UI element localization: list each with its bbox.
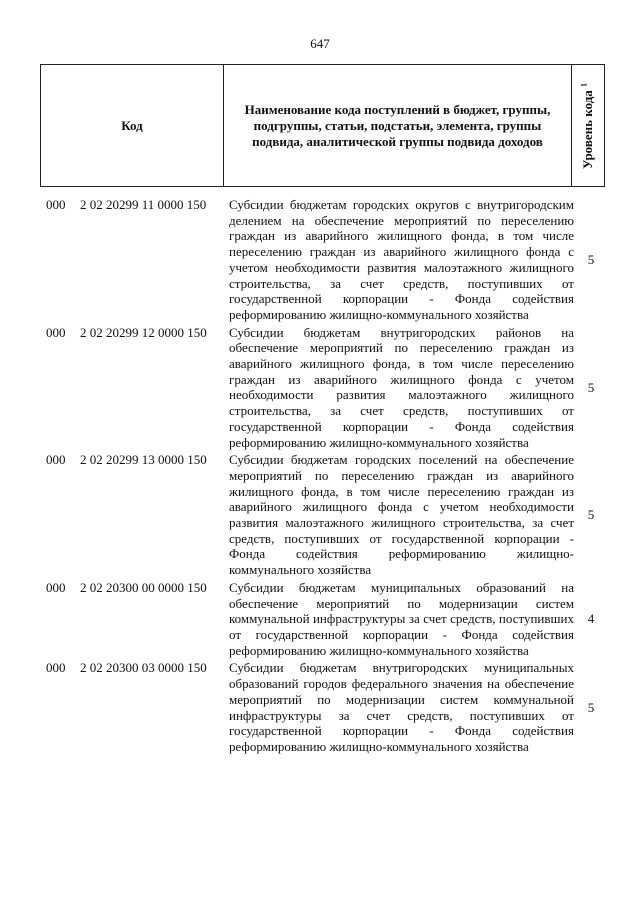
row-admin-code: 000 [46, 660, 66, 676]
row-admin-code: 000 [46, 197, 66, 212]
header-level-cell [572, 65, 604, 186]
table-row [40, 580, 605, 659]
row-level: 5 [587, 507, 595, 523]
row-name: Субсидии бюджетам внутригородских муниципальных образований городов федерального значения на обеспечение мероприятий по модернизации систем коммунальной инфраструктуры за счет средств, поступивших от государственной корпорации - Фонда содействия реформированию жилищно-коммунального хозяйства [229, 660, 574, 754]
row-level: 4 [587, 611, 595, 627]
row-name: Субсидии бюджетам городских поселений на обеспечение мероприятий по переселению граждан из аварийного жилищного фонда, в том числе переселению граждан из аварийного жилищного фонда с учетом необходимости развития малоэтажного жилищного строительства, за счет средств, поступивших от государственной корпорации - Фонда содействия реформированию жилищно-коммунального хозяйства [229, 452, 574, 578]
table-row [40, 660, 605, 754]
row-admin-code: 000 [46, 579, 66, 595]
row-name: Субсидии бюджетам внутригородских районов на обеспечение мероприятий по переселению граждан из аварийного жилищного фонда, в том числе переселению граждан из аварийного жилищного фонда с учетом необходимости развития малоэтажного жилищного строительства, за счет средств, поступивших от государственной корпорации - Фонда содействия реформированию жилищно-коммунального хозяйства [229, 324, 574, 450]
row-level: 5 [587, 379, 595, 395]
row-admin-code: 000 [46, 324, 66, 340]
table-row [40, 452, 605, 578]
row-budget-code: 2 02 20299 12 0000 150 [80, 324, 207, 340]
row-level: 5 [587, 699, 595, 715]
row-budget-code: 2 02 20300 00 0000 150 [80, 579, 207, 595]
header-level-label: Уровень кода [580, 89, 595, 169]
page-number: 647 [310, 36, 330, 51]
table-header [40, 64, 605, 187]
header-code: Код [41, 65, 224, 186]
row-budget-code: 2 02 20300 03 0000 150 [80, 660, 207, 676]
header-level-footnote: 1 [579, 82, 589, 87]
row-name: Субсидии бюджетам городских округов с внутригородским делением на обеспечение мероприятий по переселению граждан из аварийного жилищного фонда, в том числе переселению граждан из аварийного жилищного фонда с учетом необходимости развития малоэтажного жилищного строительства, за счет средств, поступивших от государственной корпорации - Фонда содействия реформированию жилищно-коммунального хозяйства [229, 197, 574, 322]
row-level: 5 [587, 251, 595, 267]
row-admin-code: 000 [46, 452, 66, 468]
table-body [40, 197, 605, 755]
row-budget-code: 2 02 20299 11 0000 150 [80, 197, 207, 212]
table-row [40, 197, 605, 323]
header-level [580, 82, 596, 168]
header-name: Наименование кода поступлений в бюджет, группы, подгруппы, статьи, подстатьи, элемента, группы подвида, аналитической группы подвида доходов [224, 65, 572, 186]
table-row [40, 325, 605, 451]
row-budget-code: 2 02 20299 13 0000 150 [80, 452, 207, 468]
row-name: Субсидии бюджетам муниципальных образований на обеспечение мероприятий по модернизации систем коммунальной инфраструктуры за счет средств, поступивших от государственной корпорации - Фонда содействия реформированию жилищно-коммунального хозяйства [229, 579, 574, 658]
